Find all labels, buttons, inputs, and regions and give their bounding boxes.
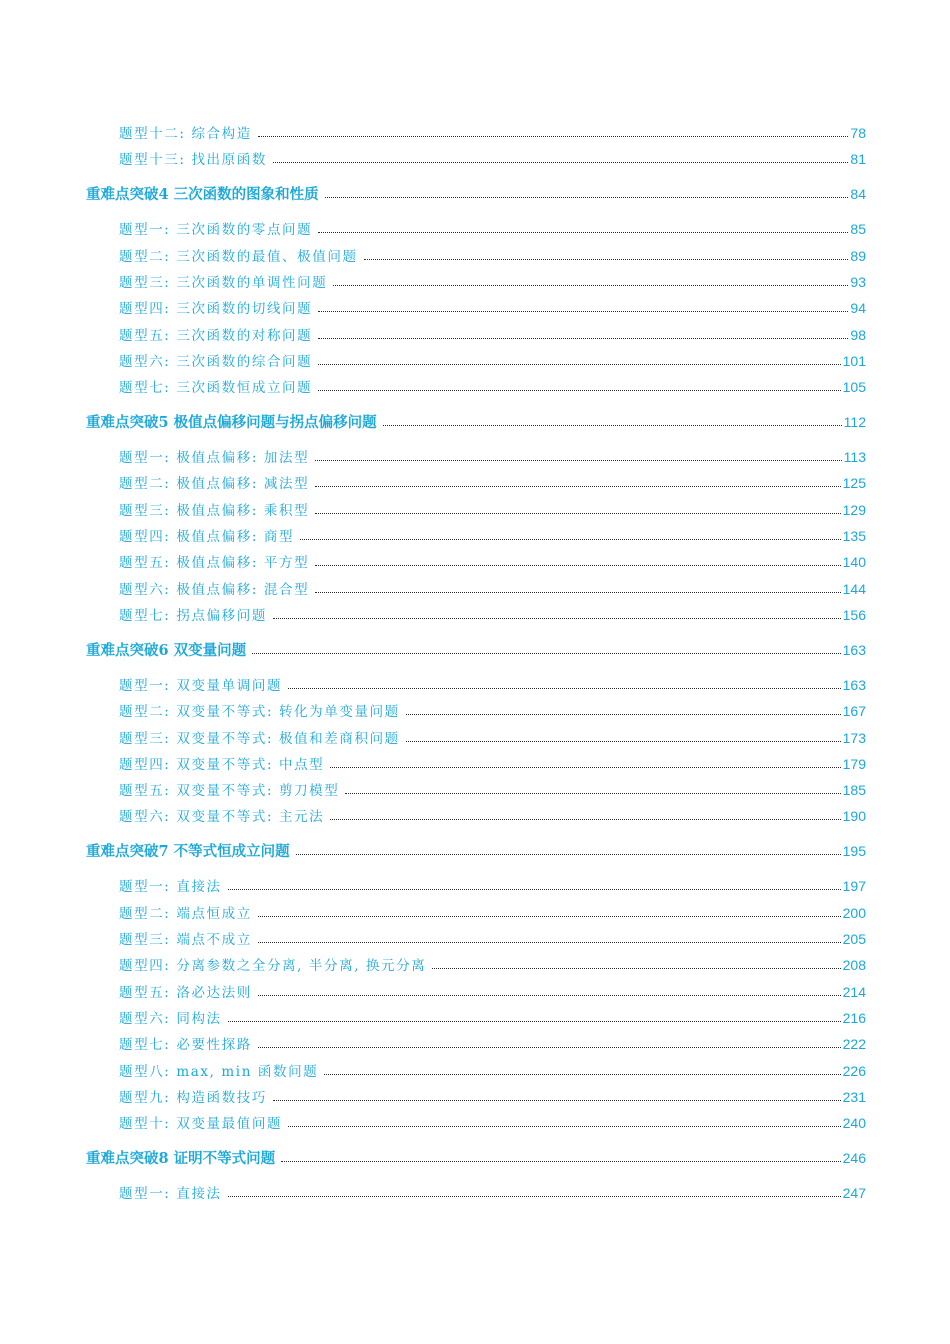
- page-number: 156: [842, 606, 866, 623]
- dot-leader: [330, 818, 840, 820]
- toc-subsection-entry[interactable]: [119, 499, 866, 519]
- page-number: 231: [842, 1088, 866, 1105]
- dot-leader: [252, 652, 841, 654]
- dot-leader: [432, 967, 840, 969]
- dot-leader: [318, 337, 848, 339]
- page-number: 129: [842, 501, 866, 518]
- dot-leader: [318, 231, 848, 233]
- dot-leader: [273, 161, 848, 163]
- dot-leader: [258, 1046, 841, 1048]
- entry-title: 题型一: 双变量单调问题: [119, 677, 283, 694]
- toc-subsection-entry[interactable]: [119, 148, 866, 168]
- entry-title: 题型五: 洛必达法则: [119, 984, 252, 1001]
- page-number: 190: [842, 808, 866, 825]
- page-number: 93: [850, 273, 866, 290]
- toc-subsection-entry[interactable]: [119, 1112, 866, 1132]
- entry-title: 题型六: 极值点偏移: 混合型: [119, 581, 310, 598]
- page-number: 222: [842, 1036, 866, 1053]
- entry-title: 题型四: 分离参数之全分离, 半分离, 换元分离: [119, 958, 427, 975]
- page-number: 163: [842, 641, 866, 658]
- dot-leader: [281, 1160, 841, 1162]
- page-number: 195: [842, 843, 866, 860]
- toc-subsection-entry[interactable]: [119, 122, 866, 142]
- toc-subsection-entry[interactable]: [119, 928, 866, 948]
- toc-subsection-entry[interactable]: [119, 525, 866, 545]
- toc-subsection-entry[interactable]: [119, 551, 866, 571]
- entry-title: 题型一: 直接法: [119, 1186, 222, 1203]
- dot-leader: [228, 888, 841, 890]
- dot-leader: [258, 941, 841, 943]
- toc-subsection-entry[interactable]: [119, 954, 866, 974]
- dot-leader: [315, 512, 840, 514]
- toc-section-entry[interactable]: [86, 639, 866, 660]
- dot-leader: [258, 994, 841, 996]
- page-number: 85: [850, 221, 866, 238]
- dot-leader: [315, 564, 840, 566]
- dot-leader: [318, 389, 840, 391]
- entry-title: 题型二: 端点恒成立: [119, 905, 252, 922]
- entry-title: 题型三: 端点不成立: [119, 932, 252, 948]
- dot-leader: [318, 363, 840, 365]
- entry-title: 重难点突破5 极值点偏移问题与拐点偏移问题: [86, 414, 377, 432]
- entry-title: 题型一: 直接法: [119, 879, 222, 896]
- toc-subsection-entry[interactable]: [119, 578, 866, 598]
- toc-subsection-entry[interactable]: [119, 472, 866, 492]
- dot-leader: [273, 617, 841, 619]
- toc-subsection-entry[interactable]: [119, 1060, 866, 1080]
- dot-leader: [330, 766, 840, 768]
- page-number: 167: [842, 703, 866, 720]
- toc-subsection-entry[interactable]: [119, 218, 866, 238]
- dot-leader: [288, 687, 841, 689]
- entry-title: 题型六: 三次函数的综合问题: [119, 353, 313, 370]
- page-number: 173: [842, 729, 866, 746]
- toc-subsection-entry[interactable]: [119, 981, 866, 1001]
- toc-subsection-entry[interactable]: [119, 727, 866, 747]
- page-number: 105: [842, 379, 866, 396]
- toc-subsection-entry[interactable]: [119, 604, 866, 624]
- toc-section-entry[interactable]: [86, 1147, 866, 1168]
- entry-title: 重难点突破6 双变量问题: [86, 641, 247, 659]
- dot-leader: [258, 135, 849, 137]
- dot-leader: [406, 740, 841, 742]
- entry-title: 题型七: 三次函数恒成立问题: [119, 380, 313, 397]
- page-number: 216: [842, 1009, 866, 1026]
- page-number: 81: [850, 151, 866, 168]
- page-number: 125: [842, 475, 866, 492]
- toc-subsection-entry[interactable]: [119, 245, 866, 265]
- entry-title: 题型十三: 找出原函数: [119, 152, 267, 169]
- entry-title: 题型二: 双变量不等式: 转化为单变量问题: [119, 704, 400, 721]
- toc-subsection-entry[interactable]: [119, 902, 866, 922]
- page-number: 144: [842, 580, 866, 597]
- page-number: 112: [843, 414, 866, 431]
- entry-title: 题型七: 拐点偏移问题: [119, 607, 267, 624]
- toc-subsection-entry[interactable]: [119, 350, 866, 370]
- page-number: 240: [842, 1115, 866, 1132]
- page-number: 200: [842, 904, 866, 921]
- dot-leader: [315, 485, 840, 487]
- entry-title: 重难点突破4 三次函数的图象和性质: [86, 186, 319, 204]
- entry-title: 题型一: 极值点偏移: 加法型: [119, 450, 310, 467]
- entry-title: 题型一: 三次函数的零点问题: [119, 222, 313, 239]
- page-number: 208: [842, 957, 866, 974]
- dot-leader: [300, 538, 841, 540]
- page-number: 84: [850, 186, 866, 203]
- entry-title: 题型六: 同构法: [119, 1010, 222, 1027]
- dot-leader: [324, 1073, 840, 1075]
- toc-subsection-entry[interactable]: [119, 297, 866, 317]
- entry-title: 题型二: 三次函数的最值、极值问题: [119, 248, 358, 265]
- toc-subsection-entry[interactable]: [119, 1033, 866, 1053]
- page-number: 163: [842, 676, 866, 693]
- dot-leader: [288, 1125, 841, 1127]
- entry-title: 题型四: 双变量不等式: 中点型: [119, 756, 325, 773]
- dot-leader: [228, 1020, 841, 1022]
- dot-leader: [325, 196, 849, 198]
- entry-title: 题型七: 必要性探路: [119, 1037, 252, 1054]
- page-number: 140: [842, 554, 866, 571]
- toc-subsection-entry[interactable]: [119, 1007, 866, 1027]
- toc-subsection-entry[interactable]: [119, 779, 866, 799]
- entry-title: 题型十: 双变量最值问题: [119, 1116, 283, 1133]
- page-number: 101: [842, 352, 866, 369]
- page-number: 89: [850, 247, 866, 264]
- entry-title: 题型三: 三次函数的单调性问题: [119, 274, 328, 291]
- toc-section-entry[interactable]: [86, 840, 866, 861]
- toc-subsection-entry[interactable]: [119, 446, 866, 466]
- dot-leader: [315, 459, 841, 461]
- page-number: 197: [842, 878, 866, 895]
- dot-leader: [318, 310, 848, 312]
- toc-subsection-entry[interactable]: [119, 753, 866, 773]
- page-number: 94: [850, 300, 866, 317]
- page-number: 247: [842, 1185, 866, 1202]
- dot-leader: [315, 591, 840, 593]
- page-number: 246: [842, 1150, 866, 1167]
- entry-title: 题型五: 三次函数的对称问题: [119, 327, 313, 344]
- toc-subsection-entry[interactable]: [119, 674, 866, 694]
- toc-section-entry[interactable]: [86, 411, 866, 432]
- page-number: 135: [842, 528, 866, 544]
- entry-title: 题型十二: 综合构造: [119, 126, 252, 142]
- page-number: 226: [842, 1062, 866, 1079]
- entry-title: 重难点突破7 不等式恒成立问题: [86, 843, 290, 861]
- toc-subsection-entry[interactable]: [119, 376, 866, 396]
- toc-subsection-entry[interactable]: [119, 324, 866, 344]
- toc-subsection-entry[interactable]: [119, 875, 866, 895]
- toc-subsection-entry[interactable]: [119, 1182, 866, 1202]
- dot-leader: [406, 713, 841, 715]
- dot-leader: [296, 853, 841, 855]
- entry-title: 题型四: 极值点偏移: 商型: [119, 529, 295, 545]
- page-number: 205: [842, 931, 866, 947]
- dot-leader: [273, 1099, 841, 1101]
- entry-title: 题型三: 双变量不等式: 极值和差商积问题: [119, 730, 400, 747]
- dot-leader: [364, 258, 849, 260]
- dot-leader: [345, 792, 840, 794]
- entry-title: 题型五: 双变量不等式: 剪刀模型: [119, 783, 340, 800]
- toc-subsection-entry[interactable]: [119, 271, 866, 291]
- entry-title: 题型五: 极值点偏移: 平方型: [119, 555, 310, 572]
- toc-section-entry[interactable]: [86, 183, 866, 204]
- entry-title: 题型四: 三次函数的切线问题: [119, 301, 313, 318]
- entry-title: 题型三: 极值点偏移: 乘积型: [119, 502, 310, 519]
- page-number: 214: [842, 983, 866, 1000]
- page-number: 179: [842, 755, 866, 772]
- entry-title: 题型二: 极值点偏移: 减法型: [119, 476, 310, 493]
- entry-title: 题型六: 双变量不等式: 主元法: [119, 809, 325, 826]
- dot-leader: [383, 424, 842, 426]
- dot-leader: [228, 1195, 841, 1197]
- toc-subsection-entry[interactable]: [119, 700, 866, 720]
- entry-title: 题型八: max, min 函数问题: [119, 1063, 319, 1080]
- toc-subsection-entry[interactable]: [119, 1086, 866, 1106]
- page-number: 98: [850, 326, 866, 343]
- dot-leader: [333, 284, 848, 286]
- entry-title: 题型九: 构造函数技巧: [119, 1089, 267, 1106]
- dot-leader: [258, 915, 841, 917]
- entry-title: 重难点突破8 证明不等式问题: [86, 1150, 276, 1168]
- page-number: 185: [842, 782, 866, 799]
- page-number: 113: [843, 449, 866, 466]
- page-number: 78: [850, 125, 866, 141]
- toc-subsection-entry[interactable]: [119, 805, 866, 825]
